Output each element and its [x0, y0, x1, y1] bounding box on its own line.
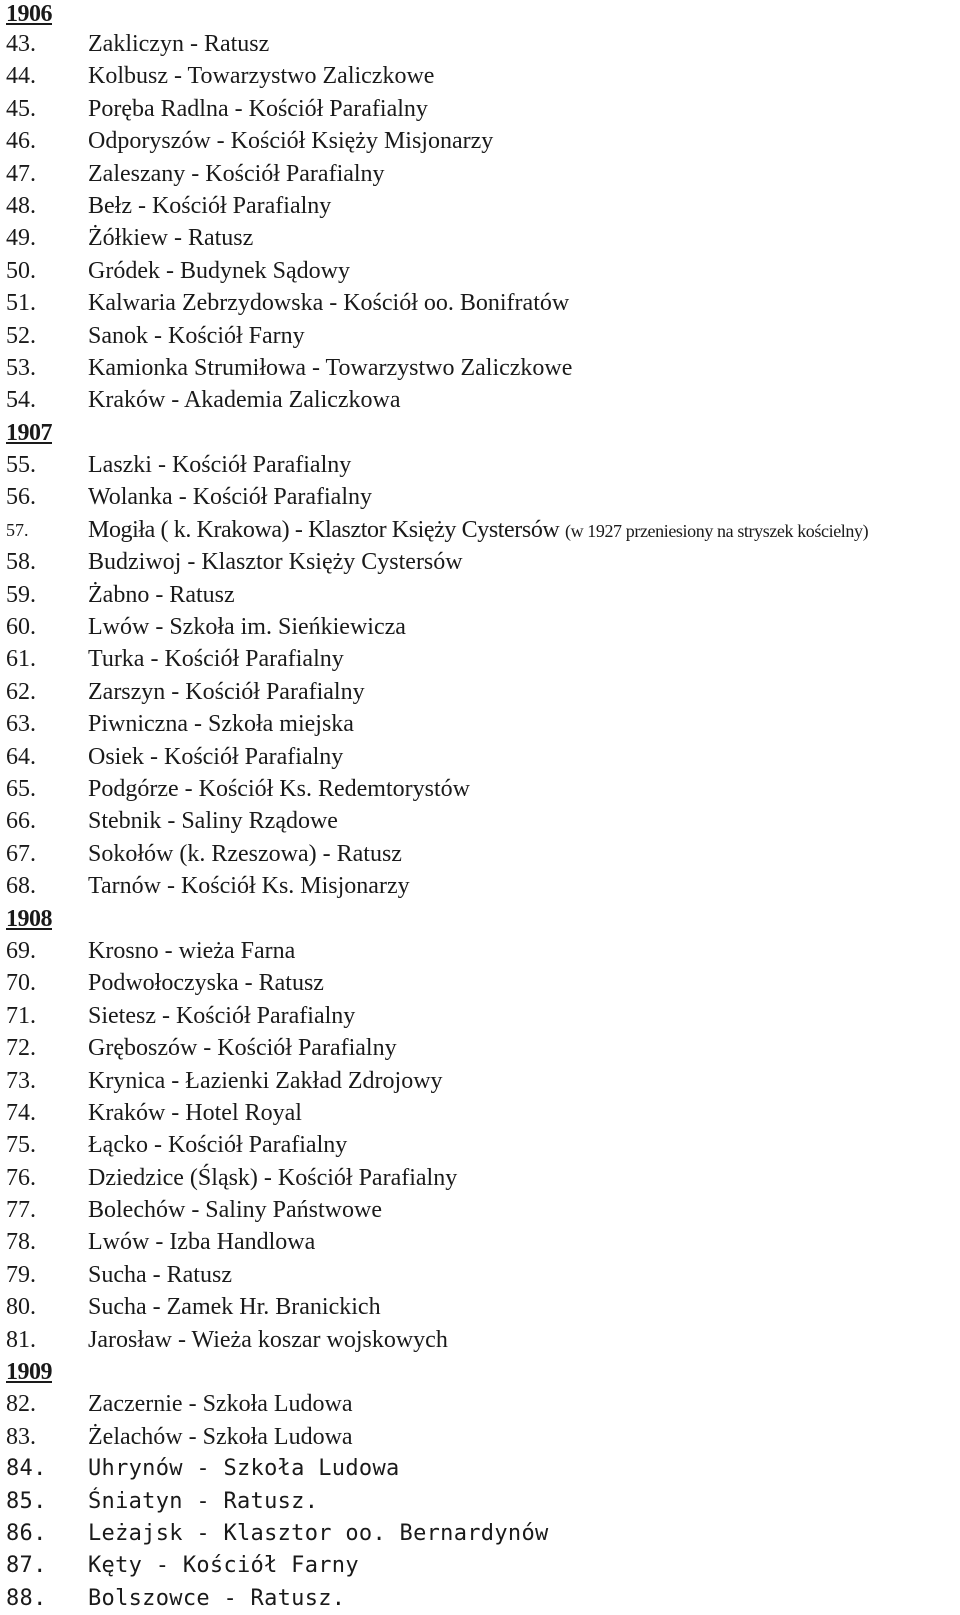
list-item	[6, 1421, 956, 1453]
list-item	[6, 967, 956, 999]
item-text	[88, 1291, 381, 1323]
item-text	[88, 1129, 347, 1161]
list-item	[6, 1065, 956, 1097]
item-number: 50.	[6, 257, 36, 284]
item-location: Sietesz - Kościół Parafialny	[88, 1002, 356, 1029]
item-location: Żabno - Ratusz	[88, 581, 235, 608]
list-item	[6, 1226, 956, 1258]
item-text	[88, 481, 372, 513]
item-text	[88, 1421, 353, 1453]
item-text	[88, 838, 402, 870]
item-text	[88, 1486, 318, 1518]
item-location: Dziedzice (Śląsk) - Kościół Parafialny	[88, 1164, 458, 1191]
list-item	[6, 676, 956, 708]
item-number: 61.	[6, 646, 36, 673]
item-text	[88, 28, 269, 60]
list-item	[6, 28, 956, 60]
item-location: Podwołoczyska - Ratusz	[88, 970, 324, 997]
item-text	[88, 1259, 232, 1291]
item-location: Łącko - Kościół Parafialny	[88, 1132, 348, 1159]
list-item	[6, 125, 956, 157]
list-item	[6, 1129, 956, 1161]
list-item	[6, 352, 956, 384]
list-item	[6, 60, 956, 92]
item-location: Budziwoj - Klasztor Księży Cystersów	[88, 549, 463, 576]
item-location: Kęty - Kościół Farny	[88, 1553, 359, 1579]
list-item	[6, 1032, 956, 1064]
item-location: Bolszowce - Ratusz.	[88, 1585, 346, 1611]
item-number: 79.	[6, 1261, 36, 1288]
item-number: 72.	[6, 1035, 36, 1062]
year-heading-1906	[6, 0, 956, 28]
year-label: 1906	[6, 1, 52, 27]
item-text	[88, 60, 434, 92]
item-number: 73.	[6, 1067, 36, 1094]
list-item	[6, 870, 956, 902]
item-location: Kamionka Strumiłowa - Towarzystwo Zaliczkowe	[88, 354, 573, 381]
item-text	[88, 287, 569, 319]
item-text	[88, 1194, 382, 1226]
list-item	[6, 481, 956, 513]
item-note: (w 1927 przeniesiony na stryszek kościelny)	[564, 520, 869, 541]
item-text	[88, 255, 350, 287]
item-number: 54.	[6, 387, 36, 414]
list-item	[6, 838, 956, 870]
list-item	[6, 320, 956, 352]
item-number: 67.	[6, 840, 36, 867]
list-item	[6, 1194, 956, 1226]
list-item	[6, 514, 956, 546]
item-number: 84.	[6, 1456, 47, 1482]
item-number: 57.	[6, 519, 29, 540]
year-heading-1908	[6, 903, 956, 935]
item-text	[88, 643, 344, 675]
item-location: Zakliczyn - Ratusz	[88, 31, 270, 57]
item-location: Gródek - Budynek Sądowy	[88, 257, 350, 284]
list-item	[6, 773, 956, 805]
list-item	[6, 1486, 956, 1518]
item-number: 70.	[6, 970, 36, 997]
item-text	[88, 935, 295, 967]
list-item	[6, 1324, 956, 1356]
item-number: 48.	[6, 192, 36, 219]
item-text	[88, 1000, 355, 1032]
item-number: 87.	[6, 1553, 47, 1579]
item-number: 65.	[6, 775, 36, 802]
item-location: Piwniczna - Szkoła miejska	[88, 711, 354, 738]
item-location: Kraków - Akademia Zaliczkowa	[88, 387, 401, 414]
item-text	[88, 1065, 443, 1097]
item-number: 81.	[6, 1326, 36, 1353]
item-number: 74.	[6, 1099, 36, 1126]
list-item	[6, 1097, 956, 1129]
item-number: 66.	[6, 808, 36, 835]
item-number: 51.	[6, 290, 36, 317]
item-text	[88, 741, 343, 773]
item-number: 60.	[6, 614, 36, 641]
item-location: Sucha - Ratusz	[88, 1261, 232, 1288]
document-body	[6, 0, 956, 1615]
item-number: 59.	[6, 581, 36, 608]
item-location: Zaczernie - Szkoła Ludowa	[88, 1391, 353, 1418]
list-item	[6, 1550, 956, 1582]
year-heading-1907	[6, 417, 956, 449]
item-location: Leżajsk - Klasztor oo. Bernardynów	[88, 1520, 549, 1546]
item-location: Sucha - Zamek Hr. Branickich	[88, 1294, 381, 1321]
list-item	[6, 1388, 956, 1420]
list-item	[6, 546, 956, 578]
item-location: Kraków - Hotel Royal	[88, 1099, 302, 1126]
item-number: 64.	[6, 743, 36, 770]
item-location: Podgórze - Kościół Ks. Redemtorystów	[88, 775, 470, 802]
list-item	[6, 384, 956, 416]
item-location: Kolbusz - Towarzystwo Zaliczkowe	[88, 63, 435, 90]
item-number: 82.	[6, 1391, 36, 1418]
item-text	[88, 708, 354, 740]
item-text	[88, 1583, 345, 1615]
item-text	[88, 352, 572, 384]
item-number: 55.	[6, 452, 36, 479]
item-number: 53.	[6, 354, 36, 381]
item-text	[88, 93, 428, 125]
item-location: Sokołów (k. Rzeszowa) - Ratusz	[88, 840, 402, 867]
item-text	[88, 320, 305, 352]
list-item	[6, 805, 956, 837]
list-item	[6, 741, 956, 773]
item-text	[88, 773, 470, 805]
item-location: Laszki - Kościół Parafialny	[88, 452, 352, 479]
item-text	[88, 579, 235, 611]
item-text	[88, 1518, 549, 1550]
item-text	[88, 222, 253, 254]
item-number: 77.	[6, 1197, 36, 1224]
item-text	[88, 1388, 353, 1420]
item-location: Osiek - Kościół Parafialny	[88, 743, 344, 770]
list-item	[6, 1453, 956, 1485]
item-number: 78.	[6, 1229, 36, 1256]
item-number: 63.	[6, 711, 36, 738]
item-location: Tarnów - Kościół Ks. Misjonarzy	[88, 873, 410, 900]
item-text	[88, 805, 338, 837]
item-text	[88, 1162, 457, 1194]
list-item	[6, 611, 956, 643]
item-text	[88, 1032, 397, 1064]
item-location: Śniatyn - Ratusz.	[88, 1488, 319, 1514]
list-item	[6, 222, 956, 254]
item-text	[88, 1453, 400, 1485]
item-location: Krynica - Łazienki Zakład Zdrojowy	[88, 1067, 443, 1094]
item-text	[88, 514, 868, 547]
item-location: Bolechów - Saliny Państwowe	[88, 1197, 382, 1224]
item-location: Krosno - wieża Farna	[88, 937, 296, 964]
item-text	[88, 190, 331, 222]
list-item	[6, 1259, 956, 1291]
item-text	[88, 125, 493, 157]
item-number: 83.	[6, 1423, 36, 1450]
item-number: 58.	[6, 549, 36, 576]
item-number: 85.	[6, 1488, 47, 1514]
item-location: Żółkiew - Ratusz	[88, 225, 254, 252]
item-number: 49.	[6, 225, 36, 252]
year-label: 1909	[6, 1359, 52, 1386]
item-text	[88, 1324, 448, 1356]
item-text	[88, 546, 463, 578]
item-location: Bełz - Kościół Parafialny	[88, 192, 332, 219]
item-location: Lwów - Izba Handlowa	[88, 1229, 316, 1256]
item-number: 45.	[6, 95, 36, 122]
list-item	[6, 93, 956, 125]
item-number: 46.	[6, 128, 36, 155]
item-location: Turka - Kościół Parafialny	[88, 646, 344, 673]
item-location: Stebnik - Saliny Rządowe	[88, 808, 338, 835]
item-number: 71.	[6, 1002, 36, 1029]
list-item	[6, 1162, 956, 1194]
list-item	[6, 1583, 956, 1615]
list-item	[6, 579, 956, 611]
item-number: 75.	[6, 1132, 36, 1159]
item-number: 43.	[6, 31, 36, 57]
list-item	[6, 190, 956, 222]
year-label: 1908	[6, 905, 52, 932]
item-text	[88, 1226, 315, 1258]
item-number: 44.	[6, 63, 36, 90]
year-heading-1909	[6, 1356, 956, 1388]
item-number: 47.	[6, 160, 36, 187]
item-number: 62.	[6, 678, 36, 705]
item-location: Jarosław - Wieża koszar wojskowych	[88, 1326, 448, 1353]
list-item	[6, 643, 956, 675]
item-text	[88, 967, 324, 999]
item-location: Sanok - Kościół Farny	[88, 322, 305, 349]
year-label: 1907	[6, 419, 52, 446]
list-item	[6, 1291, 956, 1323]
item-location: Mogiła ( k. Krakowa) - Klasztor Księży Cystersów	[88, 516, 560, 543]
item-text	[88, 676, 365, 708]
item-number: 56.	[6, 484, 36, 511]
item-location: Kalwaria Zebrzydowska - Kościół oo. Bonifratów	[88, 290, 570, 317]
list-item	[6, 1000, 956, 1032]
item-text	[88, 449, 351, 481]
item-text	[88, 870, 410, 902]
list-item	[6, 158, 956, 190]
item-location: Zarszyn - Kościół Parafialny	[88, 678, 365, 705]
item-number: 80.	[6, 1294, 36, 1321]
item-number: 88.	[6, 1585, 47, 1611]
item-number: 68.	[6, 873, 36, 900]
item-location: Gręboszów - Kościół Parafialny	[88, 1035, 397, 1062]
item-location: Poręba Radlna - Kościół Parafialny	[88, 95, 428, 122]
list-item	[6, 1518, 956, 1550]
list-item	[6, 449, 956, 481]
item-location: Zaleszany - Kościół Parafialny	[88, 160, 385, 187]
item-number: 69.	[6, 937, 36, 964]
item-location: Uhrynów - Szkoła Ludowa	[88, 1456, 400, 1482]
item-text	[88, 1550, 359, 1582]
item-number: 76.	[6, 1164, 36, 1191]
item-location: Odporyszów - Kościół Księży Misjonarzy	[88, 128, 494, 155]
list-item	[6, 287, 956, 319]
item-location: Żelachów - Szkoła Ludowa	[88, 1423, 353, 1450]
list-item	[6, 935, 956, 967]
item-text	[88, 611, 406, 643]
list-item	[6, 708, 956, 740]
item-location: Lwów - Szkoła im. Sieńkiewicza	[88, 614, 406, 641]
item-location: Wolanka - Kościół Parafialny	[88, 484, 372, 511]
item-text	[88, 1097, 302, 1129]
item-number: 52.	[6, 322, 36, 349]
item-text	[88, 384, 401, 416]
list-item	[6, 255, 956, 287]
item-text	[88, 158, 385, 190]
item-number: 86.	[6, 1520, 47, 1546]
